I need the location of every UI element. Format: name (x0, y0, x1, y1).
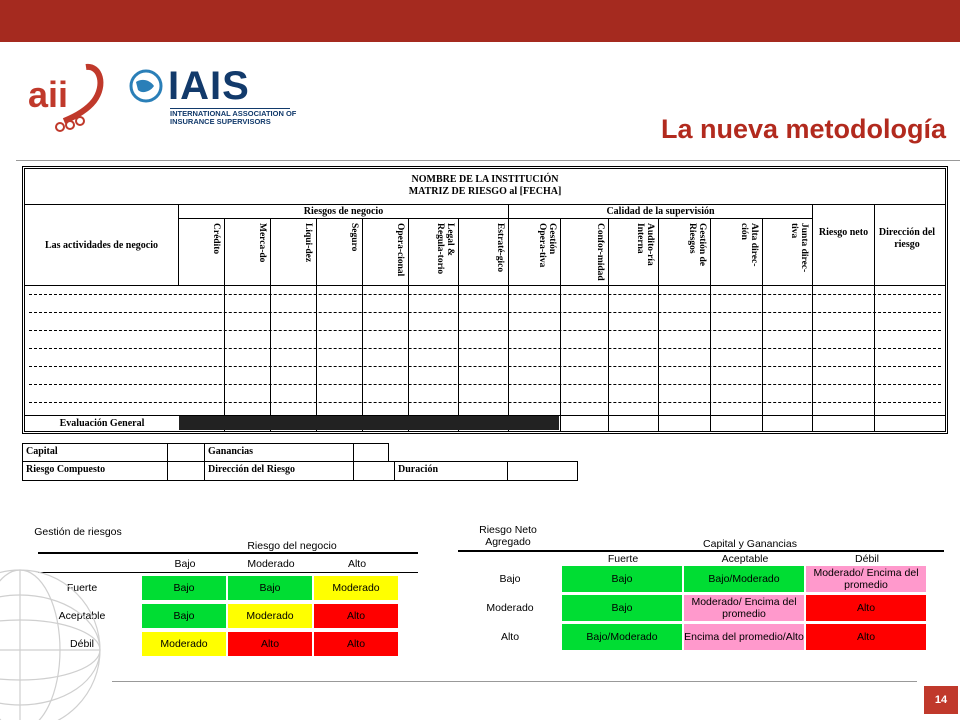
grid1-cell: Bajo (228, 576, 312, 600)
compound-value (167, 461, 205, 481)
grid2-cell: Bajo (562, 566, 682, 592)
grid1-cell: Moderado (228, 604, 312, 628)
matrix-title-2: MATRIZ DE RIESGO al [FECHA] (408, 186, 562, 197)
business-col-label: Crédito (211, 223, 221, 255)
grid1-col-header: Bajo (174, 558, 196, 570)
earnings-value (353, 443, 389, 462)
grid1-cell: Alto (228, 632, 312, 656)
supervision-col-header (711, 219, 763, 431)
grid2-row-label: Bajo (499, 573, 521, 585)
matrix-data-row (29, 384, 941, 385)
supervision-quality-header: Calidad de la supervisión (509, 205, 813, 219)
page-number: 14 (924, 686, 958, 714)
title-divider (16, 160, 960, 161)
iais-sub-line-2: INSURANCE SUPERVISORS (170, 117, 271, 126)
iais-logo (128, 64, 298, 130)
globe-icon (128, 68, 164, 104)
grid2-row-label: Moderado (486, 602, 534, 614)
iais-sub-line-1: INTERNATIONAL ASSOCIATION OF (170, 109, 297, 118)
grid2-cell: Moderado/ Encima del promedio (806, 566, 926, 592)
header-separator (25, 285, 945, 286)
grid2-col-header: Fuerte (607, 553, 639, 565)
net-risk-label: Riesgo Neto Agregado (479, 524, 537, 548)
grid2-row-label: Alto (500, 631, 520, 643)
business-col-label: Seguro (349, 223, 359, 252)
capital-value (167, 443, 205, 462)
grid1-cell: Moderado (142, 632, 226, 656)
supervision-col-label: Alta direc-ción (739, 223, 759, 267)
grid2-cell: Encima del promedio/Alto (684, 624, 804, 650)
supervision-col-label: Gestión de Riesgos (687, 223, 707, 267)
grid2-cell: Bajo/Moderado (684, 566, 804, 592)
grid1-row-label: Aceptable (58, 610, 106, 622)
business-risk-label: Riesgo del negocio (247, 540, 337, 552)
grid1-cell: Bajo (142, 604, 226, 628)
matrix-header (25, 169, 945, 205)
matrix-data-row (29, 330, 941, 331)
net-risk-header (813, 205, 875, 431)
supervision-col-header (763, 219, 813, 431)
business-col-header (363, 219, 409, 431)
duration-value (507, 461, 578, 481)
matrix-data-row (29, 366, 941, 367)
matrix-data-row (29, 294, 941, 295)
iais-subtitle (170, 110, 296, 126)
top-bar (0, 0, 960, 42)
supervision-col-header (609, 219, 659, 431)
business-col-label: Estraté-gico (495, 223, 505, 273)
grid2-col-header: Débil (855, 553, 879, 565)
grid1-col-header: Moderado (247, 558, 295, 570)
direction-value (353, 461, 395, 481)
footer-divider (112, 681, 917, 682)
business-col-label: Liqui-dez (303, 223, 313, 263)
risk-matrix (22, 166, 948, 434)
grid1-row-label: Fuerte (66, 582, 98, 594)
grid1-cell: Moderado (314, 576, 398, 600)
grid2-cell: Alto (806, 624, 926, 650)
net-risk-label: Riesgo neto (818, 227, 869, 238)
direction-header (875, 205, 939, 431)
risk-management-label: Gestión de riesgos (34, 526, 122, 538)
grid1-row-label: Débil (70, 638, 94, 650)
supervision-col-label: Confor-midad (595, 223, 605, 281)
duration-label: Duración (394, 461, 508, 481)
eval-business-bar (179, 416, 559, 430)
business-col-header (459, 219, 509, 431)
grid1-cell: Bajo (142, 576, 226, 600)
direction-label: Dirección del riesgo (878, 227, 936, 250)
business-col-header (409, 219, 459, 431)
activities-header: Las actividades de negocio (25, 205, 179, 285)
business-col-header (271, 219, 317, 431)
business-col-header (317, 219, 363, 431)
grid2-cell: Alto (806, 595, 926, 621)
eval-label: Evaluación General (59, 418, 145, 429)
grid2-cell: Bajo/Moderado (562, 624, 682, 650)
direction-label: Dirección del Riesgo (204, 461, 354, 481)
grid2-cell: Moderado/ Encima del promedio (684, 595, 804, 621)
compound-label: Riesgo Compuesto (22, 461, 168, 481)
grid1-cell: Alto (314, 604, 398, 628)
grid2-cell: Bajo (562, 595, 682, 621)
supervision-col-header (509, 219, 561, 431)
supervision-col-header (659, 219, 711, 431)
summary-table (22, 443, 582, 481)
svg-text:aii: aii (28, 74, 69, 115)
matrix-data-row (29, 402, 941, 403)
business-risks-header: Riesgos de negocio (179, 205, 509, 219)
capital-label: Capital (22, 443, 168, 462)
matrix-data-row (29, 312, 941, 313)
business-col-header (225, 219, 271, 431)
iais-wordmark: IAIS (168, 64, 250, 108)
capital-earnings-label: Capital y Ganancias (703, 538, 797, 550)
business-col-label: Opera-cional (395, 223, 405, 277)
supervision-col-header (561, 219, 609, 431)
globe-decoration-icon (0, 540, 110, 720)
supervision-col-label: Gestión Opera-tiva (537, 223, 557, 268)
supervision-col-label: Audito-ría Interna (635, 223, 655, 266)
earnings-label: Ganancias (204, 443, 354, 462)
page-title: La nueva metodología (660, 114, 946, 144)
matrix-title-1: NOMBRE DE LA INSTITUCIÓN (411, 174, 559, 185)
grid1-col-header: Alto (347, 558, 367, 570)
business-col-label: Merca-do (257, 223, 267, 263)
aii-logo (20, 55, 116, 137)
supervision-col-label: Junta direc-tiva (789, 223, 809, 273)
matrix-data-row (29, 348, 941, 349)
grid2-col-header: Aceptable (721, 553, 769, 565)
business-col-header (179, 219, 225, 431)
grid1-cell: Alto (314, 632, 398, 656)
business-col-label: Legal & Regula-torio (435, 223, 455, 275)
